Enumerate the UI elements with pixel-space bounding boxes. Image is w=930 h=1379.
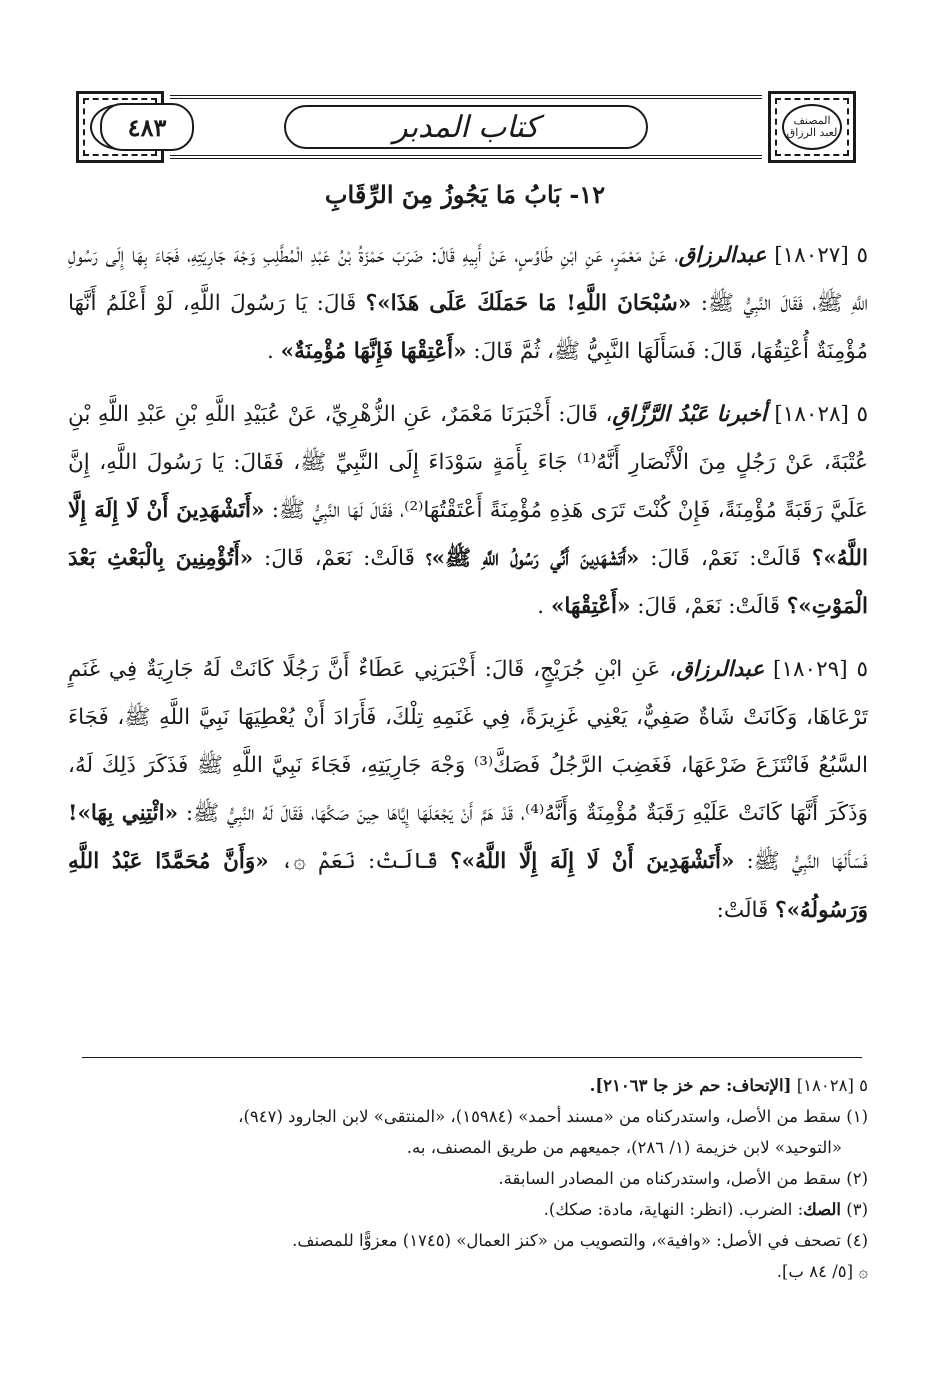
footnote-number: (٣) (846, 1200, 868, 1219)
ithaf-note (68, 1070, 868, 1101)
footnote-text: تصحف في الأصل: «وافية»، والتصويب من «كنز العمال» (١٧٤٥) معزوًّا للمصنف. (292, 1231, 841, 1250)
ithaf-label: [الإتحاف: حم خز جا ٢١٠٦٣]. (589, 1076, 792, 1095)
footnote-text: : الضرب. (انظر: النهاية، مادة: صكك). (543, 1200, 804, 1219)
hadith-text: فَسَأَلَهَا النَّبِيُّ ﷺ: (746, 849, 868, 875)
hadith-text: قَالَتْ: نَعَمْ ۞، (280, 849, 439, 875)
folio-mark (68, 1256, 868, 1287)
hadith-end: . (266, 339, 274, 365)
hadith-text: قَالَتْ: نَعَمْ، قَالَ: (264, 546, 415, 572)
book-title: كتاب المدبر (284, 105, 648, 149)
main-text (68, 232, 868, 949)
hadith-text: قَالَ: يَا رَسُولَ اللَّهِ، لَوْ أَعْلَمُ أَنَّهَا مُؤْمِنَةٌ أُعْتِقُهَا، قَالَ: فَسَأَلَهَا النَّبِيُّ ﷺ، ثُمَّ قَالَ: (68, 291, 868, 365)
footnote-term: الصك (803, 1200, 841, 1219)
footnote-2 (68, 1163, 868, 1194)
prophet-quote: «سُبْحَانَ اللَّهِ! مَا حَمَلَكَ عَلَى هَذَا»؟ (365, 291, 692, 317)
hadith-18028 (68, 391, 868, 632)
footnote-4 (68, 1225, 868, 1256)
hadith-author: عبدالرزاق (678, 243, 767, 268)
header-band (170, 95, 762, 159)
hadith-text: قَالَتْ: نَعَمْ، قَالَ: (650, 546, 802, 572)
prophet-quote: «أَعْتِقْهَا» (550, 594, 631, 620)
page-number: ٤٨٣ (100, 103, 194, 151)
hadith-author: أخبرنا عَبْدُ الرَّزَّاقِ (612, 401, 767, 427)
hadith-ref: ٥ [١٨٠٢٨] (774, 401, 868, 427)
prophet-quote: «أَتَشْهَدِينَ أَنْ لَا إِلَهَ إِلَّا اللَّهُ»؟ (450, 849, 735, 875)
ithaf-ref: ٥ [١٨٠٢٨] (796, 1076, 868, 1095)
footnote-1-cont (68, 1132, 868, 1163)
prophet-quote: «أَتَشْهَدِينَ أَنْ لَا إِلَهَ إِلَّا اللَّهُ»؟ (68, 498, 868, 572)
chapter-heading: ١٢- بَابُ مَا يَجُوزُ مِنَ الرِّقَابِ (324, 180, 606, 209)
footnote-number: (٢) (846, 1169, 868, 1188)
hadith-text: قَالَتْ: نَعَمْ، قَالَ: (637, 594, 780, 620)
hadith-text: ، قَالَ: أَخْبَرَنَا مَعْمَرٌ، عَنِ الزُّهْرِيِّ، عَنْ عُبَيْدِ اللَّهِ بْنِ عَبْدِ اللَّهِ بْنِ عُتْبَةَ، عَنْ رَجُلٍ مِنَ الْأَنْصَارِ أَنَّهُ⁽¹⁾ جَاءَ بِأَمَةٍ سَوْدَاءَ إِلَى النَّبِيِّ ﷺ، فَقَالَ: يَا رَسُولَ اللَّهِ، إِنَّ عَلَيَّ رَقَبَةً مُؤْمِنَةً، فَإِنْ كُنْتَ تَرَى هَذِهِ مُؤْمِنَةً أَعْتَقْتُهَا⁽²⁾، فَقَالَ لَهَا النَّبِيُّ ﷺ: (68, 401, 869, 524)
logo-text: المصنف لعبد الرزاق (782, 104, 842, 150)
prophet-quote: «أَعْتِقْهَا فَإِنَّهَا مُؤْمِنَةٌ» (280, 339, 467, 365)
hadith-text: ، عَنْ مَعْمَرٍ، عَنِ ابْنِ طَاوُسٍ، عَنْ أَبِيهِ قَالَ: ضَرَبَ حَمْزَةُ بْنُ عَبْدِ الْمُطَّلِبِ وَجْهَ جَارِيَتِهِ، فَجَاءَ بِهَا إِلَى رَسُولِ اللَّهِ ﷺ، فَقَالَ النَّبِيُّ ﷺ: (68, 243, 868, 317)
footnote-1 (68, 1101, 868, 1132)
hadith-text: قَالَتْ: (716, 897, 769, 923)
prophet-quote: «أَتُؤْمِنِينَ بِالْبَعْثِ بَعْدَ الْمَوْتِ»؟ (68, 546, 868, 620)
folio-text: ۞ [٥/ ٨٤ ب]. (776, 1262, 868, 1281)
hadith-author: عبدالرزاق (676, 656, 765, 682)
hadith-text: ، عَنِ ابْنِ جُرَيْجٍ، قَالَ: أَخْبَرَنِي عَطَاءٌ أَنَّ رَجُلًا كَانَتْ لَهُ جَارِيَةٌ فِي غَنَمٍ تَرْعَاهَا، وَكَانَتْ شَاةٌ صَفِيٌّ، يَعْنِي غَزِيرَةً، فِي غَنَمِهِ تِلْكَ، فَأَرَادَ أَنْ يُعْطِيَهَا نَبِيَّ اللَّهِ ﷺ، فَجَاءَ السَّبُعُ فَانْتَزَعَ ضَرْعَهَا، فَغَضِبَ الرَّجُلُ فَصَكَّ⁽³⁾ وَجْهَ جَارِيَتِهِ، فَجَاءَ نَبِيَّ اللَّهِ ﷺ فَذَكَرَ ذَلِكَ لَهُ، وَذَكَرَ أَنَّهَا كَانَتْ عَلَيْهِ رَقَبَةٌ مُؤْمِنَةٌ وَأَنَّهُ⁽⁴⁾، قَدْ هَمَّ أَنْ يَجْعَلَهَا إِيَّاهَا حِينَ صَكَّهَا، فَقَالَ لَهُ النَّبِيُّ ﷺ: (68, 656, 868, 827)
footnote-text: سقط من الأصل، واستدركناه من «مسند أحمد» (١٥٩٨٤)، «المنتقى» لابن الجارود (٩٤٧)، (238, 1107, 841, 1126)
hadith-end: . (537, 594, 545, 620)
hadith-ref: ٥ [١٨٠٢٧] (774, 243, 868, 268)
footnote-text: سقط من الأصل، واستدركناه من المصادر السابقة. (498, 1169, 841, 1188)
book-logo (768, 91, 856, 163)
footnotes (68, 1070, 868, 1287)
footnote-3 (68, 1194, 868, 1225)
hadith-18029 (68, 646, 868, 935)
prophet-quote: «وَأَنَّ مُحَمَّدًا عَبْدُ اللَّهِ وَرَسُولُهُ»؟ (68, 849, 868, 923)
prophet-quote: «ائْتِنِي بِهَا»! (68, 801, 179, 827)
prophet-quote: «أَتَشْهَدِينَ أَنِّي رَسُولُ اللَّهِ ﷺ»؟ (425, 546, 640, 572)
hadith-ref: ٥ [١٨٠٢٩] (773, 656, 868, 682)
footnote-text: «التوحيد» لابن خزيمة (١/ ٢٨٦)، جميعهم من طريق المصنف، به. (406, 1138, 842, 1157)
footnote-number: (٤) (846, 1231, 868, 1250)
footnote-number: (١) (846, 1107, 868, 1126)
hadith-18027 (68, 232, 868, 377)
footnote-separator (82, 1057, 862, 1058)
